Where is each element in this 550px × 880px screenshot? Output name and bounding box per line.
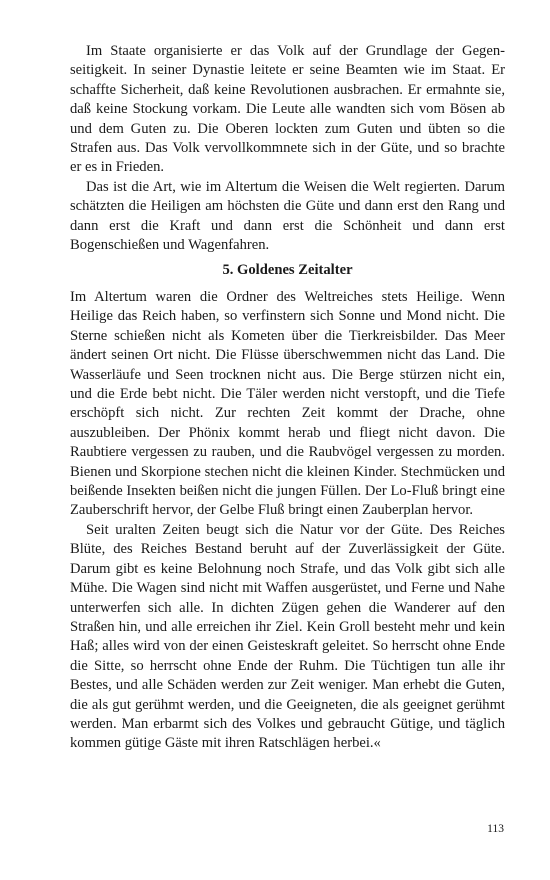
section-heading: 5. Goldenes Zeitalter	[222, 262, 353, 278]
page-number: 113	[487, 823, 504, 835]
text-section-1	[70, 42, 505, 255]
text-section-2	[70, 288, 505, 754]
paragraph: Im Altertum waren die Ordner des Weltreiches stets Heilige. Wenn Heilige das Reich haben, so verfinstern sich Sonne und Mond nicht. Die Sterne schießen nicht als Kometen über die Tierkreisbilder. Das Meer ändert seinen Ort nicht. Die Flüsse überschwemmen nicht das Land. Die Wasserläufe und Seen trocknen nicht aus. Die Berge stürzen nicht ein, und die Erde bebt nicht. Die Täler werden nicht verstopft, und die Tiefe erschöpft sich nicht. Zur rechten Zeit kommt der Drache, ohne auszubleiben. Der Phönix kommt herab und fliegt nicht davon. Die Raubtiere vergessen zu rauben, und die Raubvögel vergessen zu morden. Bienen und Skorpione stechen nicht die kleinen Kinder. Stechmücken und beißende Insekten beißen nicht die jungen Füllen. Der Lo-Fluß bringt eine Zauberschrift hervor, der Gelbe Fluß bringt einen Zauberplan hervor.	[70, 289, 505, 519]
paragraph: Das ist die Art, wie im Altertum die Weisen die Welt regierten. Darum schätzten die Heiligen am höchsten die Güte und dann erst den Rang und dann erst die Kraft und dann erst die Schönheit und dann erst Bogenschießen und Wagenfahren.	[70, 178, 505, 254]
paragraph: Seit uralten Zeiten beugt sich die Natur vor der Güte. Des Reiches Blüte, des Reiches Bestand beruht auf der Zuverlässigkeit der Güte. Darum gibt es keine Belohnung noch Strafe, und das Volk gibt sich alle Mühe. Die Wagen sind nicht mit Waffen ausgerüstet, und Ferne und Nahe unterwerfen sich alle. In dichten Zügen gehen die Wanderer auf den Straßen hin, und alle erreichen ihr Ziel. Kein Groll besteht mehr und kein Haß; alles wird von der einen Geisteskraft geleitet. So herrscht ohne Ende die Sitte, so herrscht ohne Ende der Ruhm. Die Tüchtigen tun alle ihr Bestes, und alle Schäden werden zur Zeit weniger. Man erhebt die Guten, die als gut gerühmt werden, und die Geeigneten, die als geeignet gerühmt werden. Man erbarmt sich des Volkes und gebraucht Gütige, und täglich kommen gütige Gäste mit ihren Ratschlägen herbei.«	[70, 521, 505, 752]
paragraph: Im Staate organisierte er das Volk auf der Grundlage der Gegenseitigkeit. In seiner Dynastie leitete er seine Beamten wie im Staat. Er schaffte Sicherheit, daß keine Revolutionen ausbrachen. Er ermahnte sie, daß keine Stockung vorkam. Die Leute alle wandten sich vom Bösen ab und dem Guten zu. Die Oberen lockten zum Guten und übten so die Strafen aus. Das Volk vervollkommnete sich in der Güte, und so brachte er es in Frieden.	[70, 43, 505, 176]
